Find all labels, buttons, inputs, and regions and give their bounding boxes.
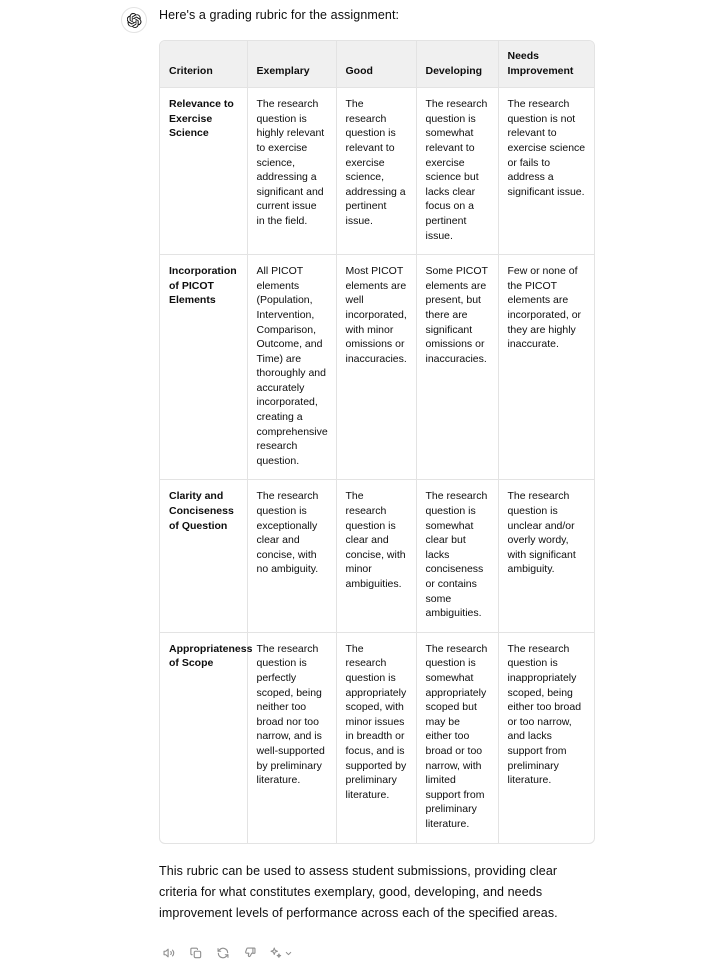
cell-needs-improvement: The research question is inappropriately scoped, being either too broad or too narrow, and lacks support from preliminary literature. bbox=[507, 642, 582, 787]
sparkle-icon bbox=[269, 946, 283, 960]
read-aloud-button[interactable] bbox=[161, 946, 176, 961]
table-header-row bbox=[160, 41, 595, 88]
chevron-down-icon bbox=[284, 949, 293, 958]
cell-exemplary: The research question is perfectly scoped, being neither too broad nor too narrow, and is well-supported by preliminary literature. bbox=[247, 632, 336, 842]
cell-developing: The research question is somewhat appropriately scoped but may be either too broad or too narrow, with limited support from preliminary literature. bbox=[416, 632, 498, 842]
outro-paragraph: This rubric can be used to assess student submissions, providing clear criteria for what constitutes exemplary, good, developing, and needs improvement levels of performance across each of the specified areas. bbox=[159, 863, 558, 920]
column-header-criterion: Criterion bbox=[160, 41, 247, 88]
table-row bbox=[160, 88, 595, 255]
column-header-good: Good bbox=[336, 41, 416, 88]
cell-criterion: Clarity and Conciseness of Question bbox=[160, 480, 247, 632]
switch-model-button[interactable] bbox=[269, 946, 293, 960]
thumbs-down-icon bbox=[243, 946, 257, 960]
table-row bbox=[160, 255, 595, 480]
cell-developing: The research question is somewhat clear but lacks conciseness or contains some ambiguities. bbox=[416, 480, 498, 632]
grading-rubric-table bbox=[160, 41, 595, 843]
cell-criterion: Incorporation of PICOT Elements bbox=[160, 255, 247, 480]
cell-good: The research question is clear and concise, with minor ambiguities. bbox=[336, 480, 416, 632]
copy-icon bbox=[189, 946, 203, 960]
table-row bbox=[160, 632, 595, 842]
refresh-icon bbox=[216, 946, 230, 960]
cell-good: The research question is relevant to exercise science, addressing a pertinent issue. bbox=[336, 88, 416, 255]
cell-exemplary: The research question is exceptionally clear and concise, with no ambiguity. bbox=[247, 480, 336, 632]
table-row bbox=[160, 480, 595, 632]
copy-button[interactable] bbox=[188, 946, 203, 961]
cell-needs-improvement: The research question is not relevant to exercise science or fails to address a significant issue. bbox=[498, 88, 595, 255]
cell-needs-improvement: The research question is unclear and/or overly wordy, with significant ambiguity. bbox=[498, 480, 595, 632]
chatgpt-logo-icon bbox=[121, 7, 147, 33]
intro-paragraph: Here's a grading rubric for the assignment: bbox=[159, 8, 400, 22]
cell-criterion: Relevance to Exercise Science bbox=[160, 88, 247, 255]
cell-exemplary: The research question is highly relevant to exercise science, addressing a significant and current issue in the field. bbox=[247, 88, 336, 255]
column-header-needs-improvement: Needs Improvement bbox=[498, 41, 595, 88]
cell-exemplary: All PICOT elements (Population, Intervention, Comparison, Outcome, and Time) are thoroughly and accurately incorporated, creating a comprehensive research question. bbox=[247, 255, 336, 480]
cell-good: Most PICOT elements are well incorporated, with minor omissions or inaccuracies. bbox=[336, 255, 416, 480]
message-content bbox=[159, 5, 605, 961]
column-header-developing: Developing bbox=[416, 41, 498, 88]
cell-criterion: Appropriateness of Scope bbox=[160, 632, 247, 842]
rubric-table-container bbox=[159, 40, 595, 844]
column-header-exemplary: Exemplary bbox=[247, 41, 336, 88]
regenerate-button[interactable] bbox=[215, 946, 230, 961]
cell-developing: Some PICOT elements are present, but there are significant omissions or inaccuracies. bbox=[416, 255, 498, 480]
speaker-icon bbox=[162, 946, 176, 960]
cell-developing: The research question is somewhat relevant to exercise science but lacks clear focus on a pertinent issue. bbox=[416, 88, 498, 255]
cell-needs-improvement: Few or none of the PICOT elements are incorporated, or they are highly inaccurate. bbox=[498, 255, 595, 480]
bad-response-button[interactable] bbox=[242, 946, 257, 961]
message-action-bar bbox=[159, 946, 605, 961]
cell-good: The research question is appropriately scoped, with minor issues in breadth or focus, and is supported by preliminary literature. bbox=[336, 632, 416, 842]
